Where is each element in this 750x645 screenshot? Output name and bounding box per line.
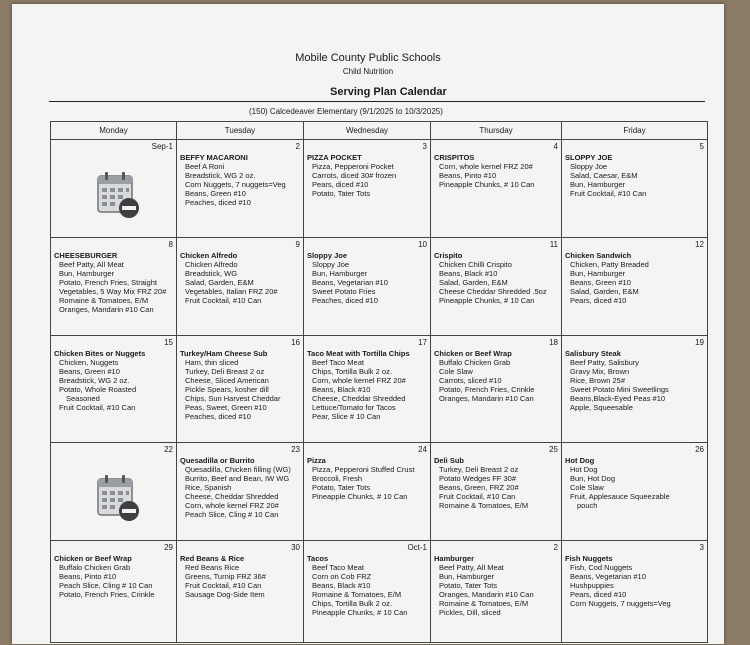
day-cell [562, 541, 707, 642]
menu-item: Bun, Hamburger [570, 180, 626, 189]
menu-item: Fish, Cod Nuggets [570, 563, 633, 572]
menu-item: Turkey, Deli Breast 2 oz [185, 367, 265, 376]
menu-item: Turkey, Deli Breast 2 oz [439, 465, 519, 474]
menu-title: Deli Sub [434, 456, 465, 465]
menu-item-list [434, 358, 558, 403]
menu-item: Sloppy Joe [570, 162, 608, 171]
menu-item: Pear, Slice # 10 Can [312, 412, 381, 421]
menu-item-list [180, 465, 300, 519]
menu-item: Fruit Cocktail, #10 Can [185, 296, 262, 305]
menu-item: Corn Nuggets, 7 nuggets=Veg [570, 599, 671, 608]
menu-item: Pineapple Chunks, # 10 Can [312, 492, 408, 501]
menu-item: Beans, Black #10 [312, 581, 371, 590]
day-cell [177, 443, 304, 540]
day-header-friday: Friday [623, 126, 646, 135]
menu-item-list [307, 162, 427, 198]
menu-item: Corn, whole kernel FRZ 20# [312, 376, 406, 385]
menu-item: Chips, Tortilla Bulk 2 oz. [312, 599, 392, 608]
menu-title: Chicken Alfredo [180, 251, 238, 260]
menu-item: Cole Slaw [570, 483, 604, 492]
menu-item: Breadstick, WG 2 oz. [185, 171, 256, 180]
day-header-wednesday: Wednesday [304, 122, 431, 139]
menu-item: Beans, Pinto #10 [59, 572, 117, 581]
menu-title: Turkey/Ham Cheese Sub [180, 349, 268, 358]
menu-item: Potato, Tater Tots [312, 483, 371, 492]
menu-item: pouch [577, 501, 598, 510]
menu-item-list [434, 563, 558, 617]
day-cell [562, 140, 707, 237]
menu-item-list [307, 563, 427, 617]
menu-item: Hot Dog [570, 465, 598, 474]
menu-item-list [54, 563, 173, 599]
menu-title: CRISPITOS [434, 153, 475, 162]
cell-date: 22 [164, 445, 173, 454]
menu-item: Beans, Black #10 [439, 269, 498, 278]
weekday-header-row [51, 122, 707, 140]
menu-item-list [180, 358, 300, 421]
menu-title: Crispito [434, 251, 463, 260]
cell-date: 23 [291, 445, 300, 454]
menu-item: Sausage Dog-Side Item [185, 590, 265, 599]
menu-item: Carrots, sliced #10 [439, 376, 502, 385]
menu-item: Salad, Garden, E&M [185, 278, 254, 287]
day-cell [51, 336, 177, 442]
organization-name: Mobile County Public Schools [295, 52, 441, 64]
menu-item: Oranges, Mandarin #10 Can [439, 394, 534, 403]
menu-item: Burrito, Beef and Bean, IW WG [185, 474, 290, 483]
day-cell [304, 336, 431, 442]
week-row [51, 140, 707, 238]
school-date-range: (150) Calcedeaver Elementary (9/1/2025 to 10/3/2025) [249, 107, 443, 116]
menu-item: Romaine & Tomatoes, E/M [439, 599, 529, 608]
menu-item: Pineapple Chunks, # 10 Can [312, 608, 408, 617]
menu-item-list [434, 465, 558, 510]
menu-item: Buffalo Chicken Grab [59, 563, 131, 572]
day-cell [562, 238, 707, 335]
menu-title: CHEESEBURGER [54, 251, 118, 260]
menu-item: Fruit, Applesauce Squeezable [570, 492, 670, 501]
menu-item: Beef Patty, All Meat [439, 563, 504, 572]
page-title: Serving Plan Calendar [330, 86, 447, 98]
cell-date: 16 [291, 338, 300, 347]
menu-item: Hushpuppies [570, 581, 614, 590]
menu-item: Peaches, diced #10 [312, 296, 378, 305]
calendar-page [12, 4, 724, 644]
menu-item-list [565, 260, 704, 305]
week-row [51, 541, 707, 642]
menu-item-list [307, 465, 427, 501]
menu-item: Romaine & Tomatoes, E/M [59, 296, 149, 305]
menu-item: Pears, diced #10 [570, 296, 627, 305]
menu-item-list [565, 162, 704, 198]
cell-date: 4 [553, 142, 558, 151]
menu-item: Beans, Black #10 [312, 385, 371, 394]
menu-item: Rice, Spanish [185, 483, 232, 492]
menu-item: Sweet Potato Fries [312, 287, 376, 296]
menu-item: Peach Slice, Cling # 10 Can [185, 510, 279, 519]
menu-item: Romaine & Tomatoes, E/M [312, 590, 402, 599]
menu-item: Cheese, Sliced American [185, 376, 269, 385]
day-cell [51, 238, 177, 335]
menu-item: Potato, French Fries, Crinkle [59, 590, 155, 599]
cell-date: 18 [549, 338, 558, 347]
cell-date: 10 [418, 240, 427, 249]
day-cell [562, 443, 707, 540]
menu-item: Chips, Sun Harvest Cheddar [185, 394, 281, 403]
menu-item: Bun, Hot Dog [570, 474, 616, 483]
cell-date: 9 [295, 240, 300, 249]
menu-item: Potato, French Fries, Straight [59, 278, 157, 287]
menu-item: Cheese, Cheddar Shredded [312, 394, 406, 403]
menu-item: Beans, Green #10 [59, 367, 120, 376]
menu-item: Bun, Hamburger [312, 269, 368, 278]
menu-item: Breadstick, WG 2 oz. [59, 376, 130, 385]
menu-item: Quesadilla, Chicken filling (WG) [185, 465, 291, 474]
menu-item: Pizza, Pepperoni Stuffed Crust [312, 465, 415, 474]
menu-item: Carrots, diced 30# frozen [312, 171, 397, 180]
menu-title: Taco Meat with Tortilla Chips [307, 349, 410, 358]
day-cell [431, 238, 562, 335]
cell-date: 26 [695, 445, 704, 454]
menu-item-list [307, 260, 427, 305]
menu-item: Beans, Green, FRZ 20# [439, 483, 519, 492]
menu-item-list [180, 563, 300, 599]
day-cell [431, 541, 562, 642]
menu-title: Red Beans & Rice [180, 554, 245, 563]
menu-item: Chicken, Nuggets [59, 358, 119, 367]
cell-date: 11 [549, 240, 558, 249]
no-school-calendar-icon [95, 473, 141, 523]
day-cell [562, 336, 707, 442]
day-cell [431, 140, 562, 237]
cell-date: 24 [418, 445, 427, 454]
menu-item: Pineapple Chunks, # 10 Can [439, 180, 535, 189]
menu-item: Fruit Cocktail, #10 Can [59, 403, 136, 412]
menu-item: Corn on Cob FRZ [312, 572, 372, 581]
menu-item: Pineapple Chunks, # 10 Can [439, 296, 535, 305]
menu-title: Salisbury Steak [565, 349, 621, 358]
menu-item: Beans, Green #10 [570, 278, 631, 287]
menu-title: Quesadilla or Burrito [180, 456, 255, 465]
menu-item: Corn, whole kernel FRZ 20# [439, 162, 533, 171]
menu-item: Potato, French Fries, Crinkle [439, 385, 535, 394]
day-cell [431, 336, 562, 442]
cell-date: 17 [418, 338, 427, 347]
menu-item: Pickle Spears, kosher dill [185, 385, 269, 394]
menu-item: Fruit Cocktail, #10 Can [570, 189, 647, 198]
day-cell [177, 140, 304, 237]
menu-item: Cheese, Cheddar Shredded [185, 492, 279, 501]
day-header-tuesday: Tuesday [177, 122, 304, 139]
menu-item: Potato, Tater Tots [312, 189, 371, 198]
menu-item: Apple, Squeesable [570, 403, 633, 412]
day-cell [177, 541, 304, 642]
menu-item: Potato, Whole Roasted [59, 385, 137, 394]
cell-date: 12 [695, 240, 704, 249]
menu-item: Bun, Hamburger [439, 572, 495, 581]
menu-item: Beef Patty, All Meat [59, 260, 124, 269]
menu-item: Cheese Cheddar Shredded .5oz [439, 287, 547, 296]
menu-item-list [180, 162, 300, 207]
no-school-calendar-icon [95, 170, 141, 220]
menu-item: Peaches, diced #10 [185, 198, 251, 207]
menu-item: Fruit Cocktail, #10 Can [185, 581, 262, 590]
menu-item-list [565, 358, 704, 412]
day-cell [304, 238, 431, 335]
cell-date: Sep-1 [151, 142, 173, 151]
menu-item-list [54, 260, 173, 314]
menu-title: PIZZA POCKET [307, 153, 362, 162]
menu-item: Beans, Pinto #10 [439, 171, 497, 180]
cell-date: 15 [164, 338, 173, 347]
menu-item: Beans, Vegetarian #10 [312, 278, 388, 287]
menu-item-list [565, 465, 704, 510]
menu-title: Tacos [307, 554, 329, 563]
day-cell [304, 541, 431, 642]
menu-item: Corn, whole kernel FRZ 20# [185, 501, 279, 510]
menu-item-list [180, 260, 300, 305]
menu-item: Potato, Tater Tots [439, 581, 498, 590]
menu-item: Salad, Garden, E&M [439, 278, 508, 287]
menu-title: Chicken Sandwich [565, 251, 632, 260]
menu-calendar-grid [50, 121, 708, 643]
menu-item: Beans, Green #10 [185, 189, 246, 198]
menu-item: Oranges, Mandarin #10 Can [439, 590, 534, 599]
menu-item: Bun, Hamburger [570, 269, 626, 278]
cell-date: 2 [295, 142, 300, 151]
cell-date: Oct-1 [407, 543, 427, 552]
menu-item: Beef A Roni [185, 162, 225, 171]
menu-item: Red Beans Rice [185, 563, 240, 572]
day-cell [51, 443, 177, 540]
menu-item: Pears, diced #10 [312, 180, 369, 189]
menu-item: Broccoli, Fresh [312, 474, 363, 483]
menu-item: Peaches, diced #10 [185, 412, 251, 421]
cell-date: 5 [699, 142, 704, 151]
menu-item: Peas, Sweet, Green #10 [185, 403, 267, 412]
menu-item: Breadstick, WG [185, 269, 238, 278]
menu-title: SLOPPY JOE [565, 153, 613, 162]
week-row [51, 443, 707, 541]
day-header-monday: Monday [51, 122, 177, 139]
day-cell [51, 140, 177, 237]
menu-item: Romaine & Tomatoes, E/M [439, 501, 529, 510]
menu-title: Fish Nuggets [565, 554, 613, 563]
menu-item: Vegetables, 5 Way Mix FRZ 20# [59, 287, 167, 296]
menu-item: Rice, Brown 25# [570, 376, 626, 385]
menu-title: Chicken or Beef Wrap [54, 554, 132, 563]
menu-item: Beef Taco Meat [312, 563, 364, 572]
menu-item: Oranges, Mandarin #10 Can [59, 305, 154, 314]
menu-title: Hamburger [434, 554, 475, 563]
menu-title: Chicken or Beef Wrap [434, 349, 512, 358]
menu-item: Beans,Black-Eyed Peas #10 [570, 394, 666, 403]
menu-item-list [307, 358, 427, 421]
menu-item: Beef Patty, Salisbury [570, 358, 640, 367]
menu-item: Chicken Chilli Crispito [439, 260, 512, 269]
menu-title: Chicken Bites or Nuggets [54, 349, 146, 358]
cell-date: 25 [549, 445, 558, 454]
menu-item: Cole Slaw [439, 367, 473, 376]
menu-item: Sweet Potato Mini Sweetlings [570, 385, 669, 394]
day-cell [304, 443, 431, 540]
menu-item: Sloppy Joe [312, 260, 350, 269]
menu-item: Vegetables, Italian FRZ 20# [185, 287, 278, 296]
menu-item: Ham, thin sliced [185, 358, 239, 367]
week-row [51, 336, 707, 443]
menu-item: Pickles, Dill, sliced [439, 608, 501, 617]
menu-item: Salad, Garden, E&M [570, 287, 639, 296]
menu-item-list [54, 358, 173, 412]
day-cell [431, 443, 562, 540]
menu-item: Salad, Caesar, E&M [570, 171, 638, 180]
menu-item-list [565, 563, 704, 608]
menu-item: Beef Taco Meat [312, 358, 364, 367]
menu-title: Sloppy Joe [307, 251, 348, 260]
cell-date: 29 [164, 543, 173, 552]
cell-date: 30 [291, 543, 300, 552]
menu-item-list [434, 260, 558, 305]
menu-item: Buffalo Chicken Grab [439, 358, 511, 367]
day-cell [304, 140, 431, 237]
cell-date: 3 [422, 142, 427, 151]
menu-item: Corn Nuggets, 7 nuggets=Veg [185, 180, 286, 189]
menu-item: Fruit Cocktail, #10 Can [439, 492, 516, 501]
menu-title: Hot Dog [565, 456, 595, 465]
menu-title: Pizza [307, 456, 326, 465]
menu-title: BEFFY MACARONI [180, 153, 248, 162]
menu-item-list [434, 162, 558, 189]
menu-item: Beans, Vegetarian #10 [570, 572, 646, 581]
menu-item: Potato Wedges FF 30# [439, 474, 516, 483]
cell-date: 3 [699, 543, 704, 552]
department-name: Child Nutrition [342, 67, 394, 76]
day-cell [177, 238, 304, 335]
title-rule [49, 101, 705, 102]
cell-date: 2 [553, 543, 558, 552]
menu-item: Bun, Hamburger [59, 269, 115, 278]
day-cell [177, 336, 304, 442]
menu-item: Chips, Tortilla Bulk 2 oz. [312, 367, 392, 376]
menu-item: Chicken Alfredo [185, 260, 238, 269]
menu-item: Seasoned [66, 394, 100, 403]
menu-item: Lettuce/Tomato for Tacos [312, 403, 396, 412]
cell-date: 19 [695, 338, 704, 347]
day-cell [51, 541, 177, 642]
menu-item: Gravy Mix, Brown [570, 367, 630, 376]
week-row [51, 238, 707, 336]
menu-item: Peach Slice, Cling # 10 Can [59, 581, 153, 590]
menu-item: Pears, diced #10 [570, 590, 627, 599]
day-header-thursday: Thursday [431, 122, 562, 139]
menu-item: Pizza, Pepperoni Pocket [312, 162, 394, 171]
cell-date: 8 [168, 240, 173, 249]
menu-item: Greens, Turnip FRZ 36# [185, 572, 266, 581]
menu-item: Chicken, Patty Breaded [570, 260, 649, 269]
